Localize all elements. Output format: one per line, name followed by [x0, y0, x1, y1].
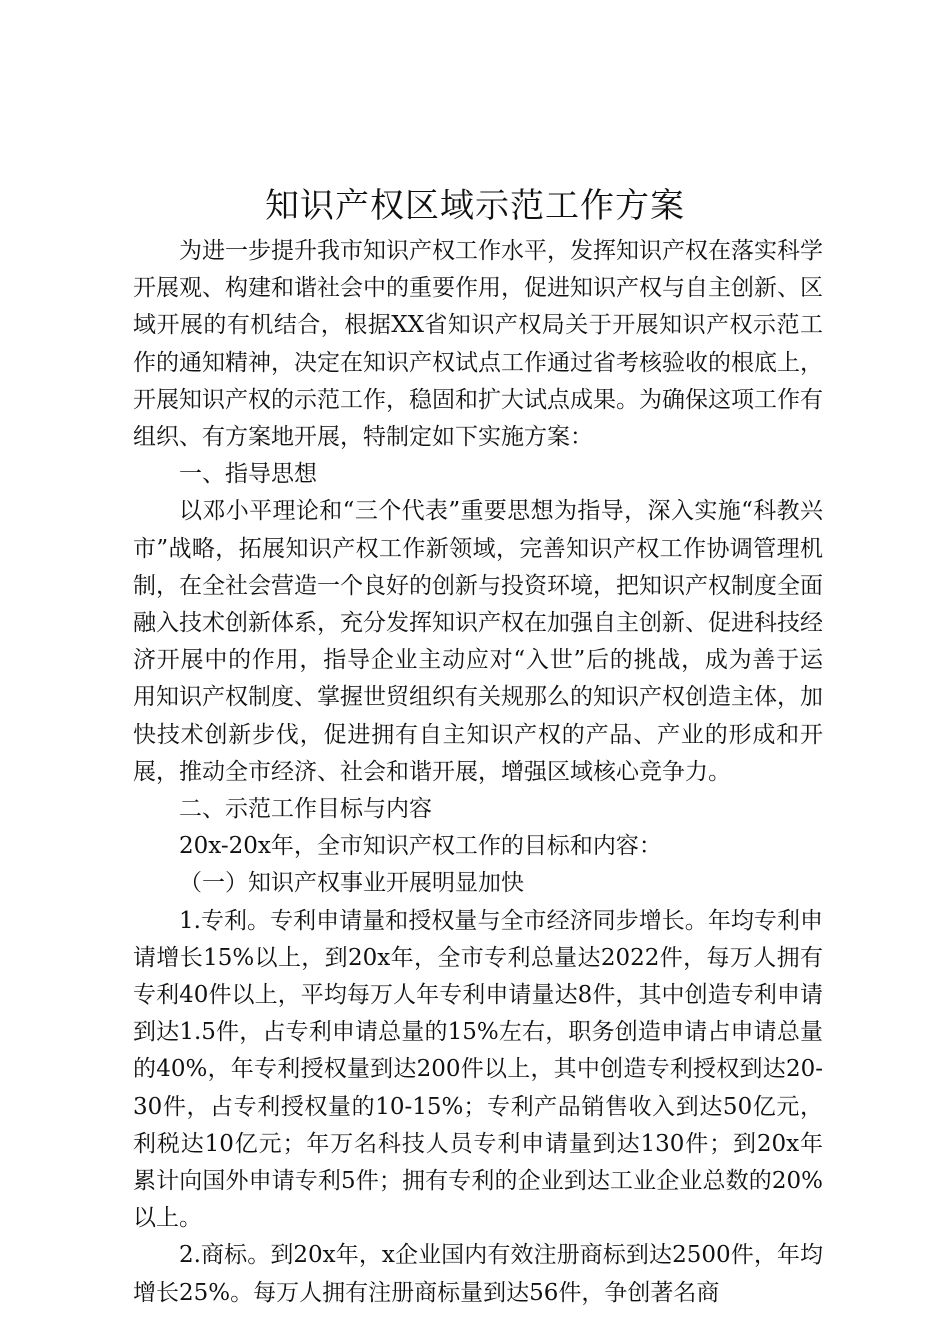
section-heading: 一、指导思想 — [179, 461, 317, 488]
section-heading: 二、示范工作目标与内容 — [179, 796, 432, 823]
document-body — [133, 233, 823, 1312]
paragraph-intro: 为进一步提升我市知识产权工作水平，发挥知识产权在落实科学开展观、构建和谐社会中的重要作用，促进知识产权与自主创新、区域开展的有机结合，根据XX省知识产权局关于开展知识产权示范工作的通知精神，决定在知识产权试点工作通过省考核验收的根底上，开展知识产权的示范工作，稳固和扩大试点成果。为确保这项工作有组织、有方案地开展，特制定如下实施方案： — [133, 238, 823, 451]
paragraph-guiding: 以邓小平理论和“三个代表”重要思想为指导，深入实施“科教兴市”战略，拓展知识产权工作新领域，完善知识产权工作协调管理机制，在全社会营造一个良好的创新与投资环境，把知识产权制度全面融入技术创新体系，充分发挥知识产权在加强自主创新、促进科技经济开展中的作用，指导企业主动应对“入世”后的挑战，成为善于运用知识产权制度、掌握世贸组织有关规那么的知识产权创造主体，加快技术创新步伐，促进拥有自主知识产权的产品、产业的形成和开展，推动全市经济、社会和谐开展，增强区域核心竞争力。 — [133, 498, 823, 785]
paragraph-patent: 1.专利。专利申请量和授权量与全市经济同步增长。年均专利申请增长15%以上，到20x年，全市专利总量达2022件，每万人拥有专利40件以上，平均每万人年专利申请量达8件，其中创造专利申请到达1.5件，占专利申请总量的15%左右，职务创造申请占申请总量的40%，年专利授权量到达200件以上，其中创造专利授权到达20-30件，占专利授权量的10-15%；专利产品销售收入到达50亿元，利税达10亿元；年万名科技人员专利申请量到达130件；到20x年累计向国外申请专利5件；拥有专利的企业到达工业企业总数的20%以上。 — [133, 907, 823, 1232]
document-title: 知识产权区域示范工作方案 — [265, 186, 685, 226]
paragraph-goals: 20x-20x年，全市知识产权工作的目标和内容： — [179, 833, 662, 860]
subsection-heading: （一）知识产权事业开展明显加快 — [179, 870, 524, 897]
paragraph-trademark: 2.商标。到20x年，x企业国内有效注册商标到达2500件，年均增长25%。每万人拥有注册商标量到达56件，争创著名商 — [133, 1242, 823, 1306]
